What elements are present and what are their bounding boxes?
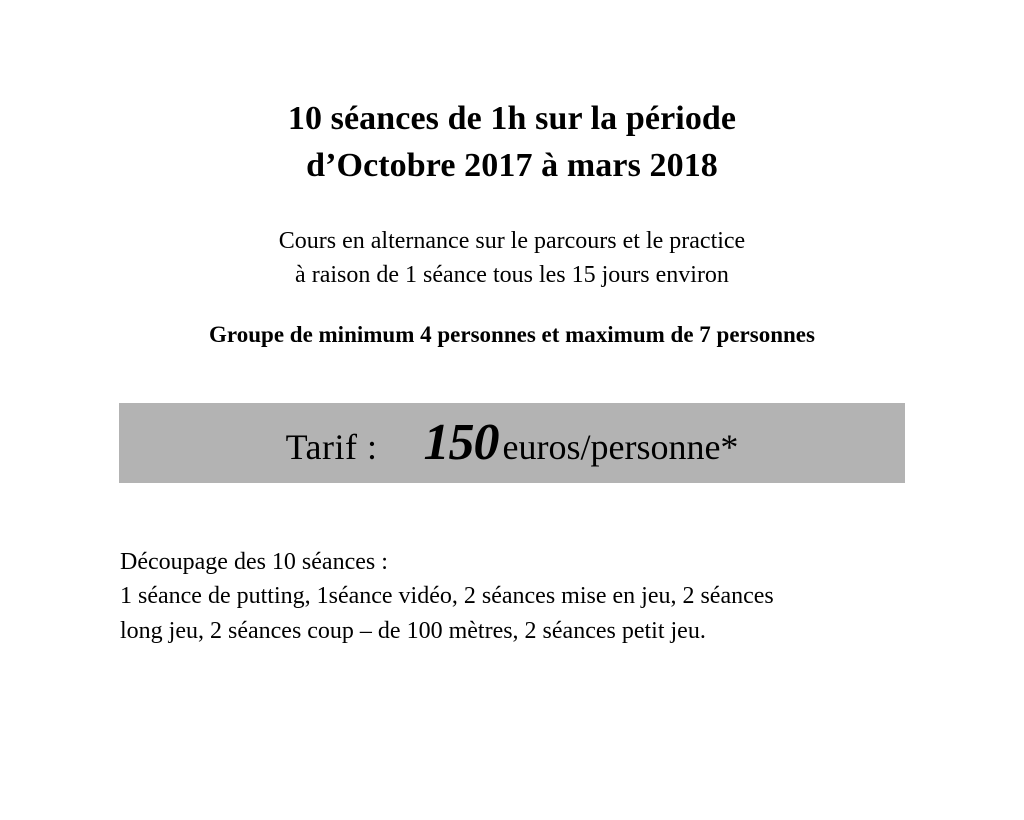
subtitle-line-1: Cours en alternance sur le parcours et le practice bbox=[278, 227, 746, 254]
title-line-1: 10 séances de 1h sur la période bbox=[287, 100, 737, 137]
price-banner bbox=[119, 403, 905, 483]
price-label: Tarif : bbox=[285, 427, 378, 468]
title-line-2: d’Octobre 2017 à mars 2018 bbox=[306, 146, 718, 184]
document-page bbox=[0, 96, 1024, 820]
subtitle-line-2: à raison de 1 séance tous les 15 jours environ bbox=[295, 261, 729, 288]
breakdown-line-2: long jeu, 2 séances coup – de 100 mètres, 2 séances petit jeu. bbox=[120, 617, 706, 644]
breakdown-section bbox=[0, 545, 1024, 648]
price-unit: euros/personne* bbox=[502, 427, 739, 468]
breakdown-heading: Découpage des 10 séances : bbox=[120, 548, 388, 575]
breakdown-line-1: 1 séance de putting, 1séance vidéo, 2 séances mise en jeu, 2 séances bbox=[120, 583, 774, 610]
price-amount: 150 bbox=[423, 414, 499, 472]
subtitle bbox=[0, 224, 1024, 292]
group-size-line: Groupe de minimum 4 personnes et maximum de 7 personnes bbox=[209, 321, 815, 347]
page-title bbox=[0, 96, 1024, 190]
price-content bbox=[286, 413, 739, 472]
